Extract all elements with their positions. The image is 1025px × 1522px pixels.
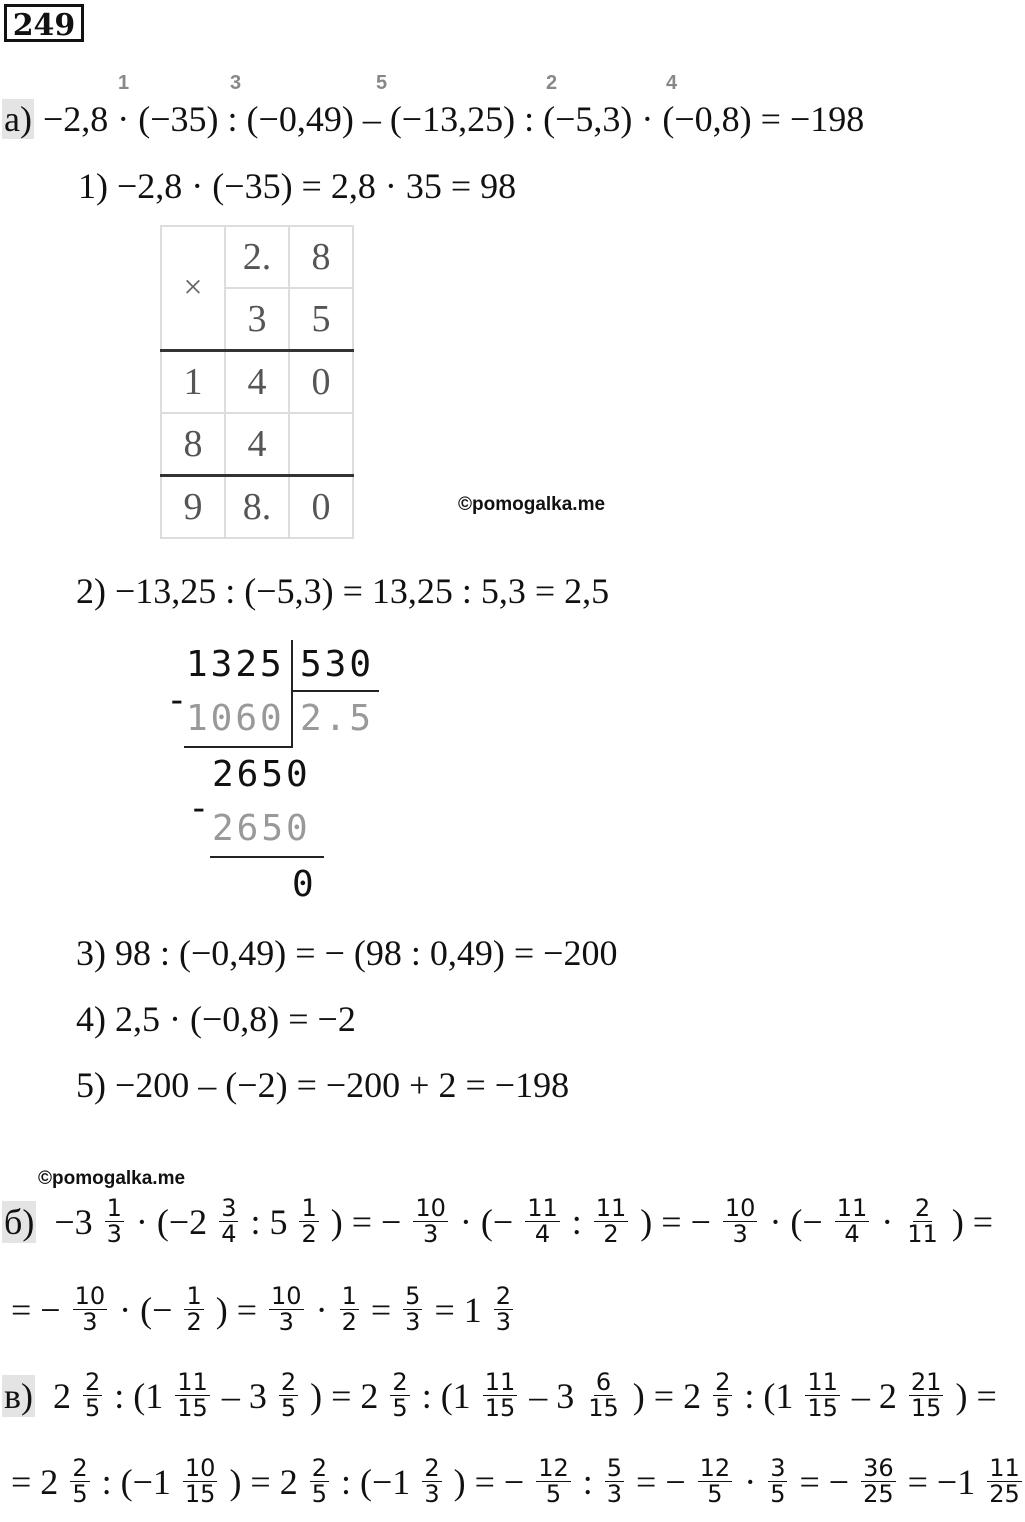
part-a-label: а) <box>4 99 32 139</box>
mult-cell: 9 <box>161 476 225 539</box>
fraction-denominator: 3 <box>424 1480 440 1509</box>
fraction-numerator: 10 <box>415 1194 446 1222</box>
fraction-numerator: 11 <box>807 1368 838 1396</box>
part-a-expression-line <box>2 98 864 140</box>
fraction-denominator: 5 <box>707 1480 723 1509</box>
division-divisor: 530 <box>300 644 375 685</box>
order-mark: 2 <box>546 72 558 94</box>
fraction <box>403 1284 422 1335</box>
fraction-denominator: 3 <box>82 1308 98 1337</box>
fraction-denominator: 5 <box>392 1394 408 1423</box>
fraction-denominator: 25 <box>989 1480 1020 1509</box>
fraction-numerator: 11 <box>989 1454 1020 1482</box>
fraction-denominator: 5 <box>85 1394 101 1423</box>
fraction-numerator: 11 <box>177 1368 208 1396</box>
step-4: 4) 2,5 · (−0,8) = −2 <box>76 999 356 1039</box>
fraction-denominator: 2 <box>186 1308 202 1337</box>
fraction-denominator: 5 <box>72 1480 88 1509</box>
fraction-denominator: 15 <box>177 1394 208 1423</box>
expr-text: = − <box>790 1461 859 1502</box>
mult-cell: 2. <box>225 226 289 288</box>
minus-sign: - <box>188 788 213 829</box>
fraction-denominator: 3 <box>606 1480 623 1509</box>
fraction-denominator: 3 <box>278 1308 294 1337</box>
part-b-line-1 <box>2 1196 1002 1247</box>
expr-text: · (− <box>450 1201 523 1242</box>
fraction-numerator: 10 <box>271 1282 302 1310</box>
fraction-denominator: 15 <box>184 1480 216 1509</box>
fraction-denominator: 2 <box>301 1220 317 1249</box>
expr-text: · (− <box>760 1201 832 1242</box>
order-mark: 1 <box>118 72 130 94</box>
fraction <box>310 1456 329 1507</box>
division-subtrahend: 2650 <box>212 808 311 849</box>
fraction-denominator: 5 <box>311 1480 328 1509</box>
fraction-numerator: 6 <box>595 1368 612 1396</box>
fraction-denominator: 5 <box>545 1480 562 1509</box>
fraction <box>105 1196 124 1247</box>
mult-cell: 0 <box>289 476 353 539</box>
expr-text: = −1 <box>898 1461 985 1502</box>
mult-cell: 8 <box>289 226 353 288</box>
fraction <box>390 1370 409 1421</box>
expr-text: = 2 <box>2 1461 68 1502</box>
fraction-denominator: 2 <box>603 1220 619 1249</box>
step-3: 3) 98 : (−0,49) = − (98 : 0,49) = −200 <box>76 933 618 973</box>
division-rule <box>184 746 292 748</box>
fraction <box>861 1456 896 1507</box>
expr-text: = <box>361 1289 401 1330</box>
fraction-numerator: 1 <box>186 1282 202 1310</box>
step-1: 1) −2,8 · (−35) = 2,8 · 35 = 98 <box>78 166 517 206</box>
fraction-denominator: 5 <box>715 1394 731 1423</box>
fraction-numerator: 2 <box>72 1454 88 1482</box>
fraction-numerator: 2 <box>392 1368 408 1396</box>
fraction-denominator: 4 <box>844 1220 860 1249</box>
division-bracket-horizontal <box>291 690 379 692</box>
division-subtrahend: 1060 <box>186 698 285 739</box>
fraction-numerator: 12 <box>699 1454 731 1482</box>
expr-text: ) = 2 <box>623 1375 711 1416</box>
fraction <box>987 1456 1022 1507</box>
fraction <box>835 1196 870 1247</box>
division-remainder: 2650 <box>212 754 311 795</box>
multiply-operator: × <box>161 226 225 351</box>
expr-text: – 3 <box>520 1375 584 1416</box>
fraction <box>413 1196 448 1247</box>
division-remainder: 0 <box>292 864 317 905</box>
fraction-numerator: 1 <box>341 1282 357 1310</box>
part-v-expression <box>2 1456 1025 1507</box>
expr-text: ) = − <box>444 1461 534 1502</box>
expr-text: : (−1 <box>332 1461 420 1502</box>
order-mark: 3 <box>230 72 242 94</box>
expr-text: – 3 <box>212 1375 276 1416</box>
expr-text: ) = <box>946 1375 1006 1416</box>
fraction-numerator: 10 <box>184 1454 216 1482</box>
fraction <box>422 1456 441 1507</box>
fraction <box>605 1456 624 1507</box>
fraction-numerator: 2 <box>280 1368 297 1396</box>
fraction <box>723 1196 758 1247</box>
fraction-numerator: 5 <box>405 1282 421 1310</box>
part-v-expression <box>35 1370 1006 1421</box>
expr-text: ) = − <box>631 1201 720 1242</box>
fraction-denominator: 11 <box>907 1220 938 1249</box>
fraction-numerator: 10 <box>74 1282 106 1310</box>
part-v-label: в) <box>4 1375 33 1416</box>
part-b-line-2 <box>2 1284 516 1335</box>
fraction-numerator: 11 <box>527 1194 558 1222</box>
mult-cell: 5 <box>289 288 353 351</box>
expr-text: ) = <box>942 1201 1003 1242</box>
fraction-numerator: 2 <box>715 1368 731 1396</box>
fraction-denominator: 25 <box>863 1480 894 1509</box>
fraction <box>219 1196 238 1247</box>
expr-text: −3 <box>36 1201 102 1242</box>
division-quotient: 2.5 <box>300 698 375 739</box>
fraction-denominator: 3 <box>495 1308 512 1337</box>
fraction <box>698 1456 733 1507</box>
expr-text: : <box>562 1201 591 1242</box>
fraction-numerator: 10 <box>724 1194 756 1222</box>
fraction-numerator: 11 <box>484 1368 516 1396</box>
part-b-expression <box>2 1284 516 1335</box>
expr-text: ) = 2 <box>220 1461 307 1502</box>
expr-text: ) = <box>206 1289 267 1330</box>
part-b-label: б) <box>4 1201 35 1242</box>
fraction-denominator: 3 <box>732 1220 748 1249</box>
fraction <box>70 1456 89 1507</box>
expr-text: : <box>573 1461 602 1502</box>
step-2: 2) −13,25 : (−5,3) = 13,25 : 5,3 = 2,5 <box>76 571 610 611</box>
fraction-denominator: 15 <box>484 1394 516 1423</box>
fraction <box>184 1284 203 1335</box>
part-b-expression <box>36 1196 1002 1247</box>
fraction <box>279 1370 298 1421</box>
mult-cell: 3 <box>225 288 289 351</box>
fraction <box>494 1284 513 1335</box>
step-5: 5) −200 – (−2) = −200 + 2 = −198 <box>76 1065 570 1105</box>
fraction-numerator: 2 <box>85 1368 101 1396</box>
fraction <box>299 1196 318 1247</box>
mult-cell: 8 <box>161 413 225 476</box>
fraction-numerator: 1 <box>106 1194 122 1222</box>
fraction <box>909 1370 944 1421</box>
fraction-denominator: 3 <box>405 1308 421 1337</box>
fraction-denominator: 4 <box>534 1220 551 1249</box>
watermark: ©pomogalka.me <box>458 494 606 515</box>
expr-text: · <box>872 1201 903 1242</box>
expr-text: : 5 <box>241 1201 297 1242</box>
fraction-denominator: 3 <box>106 1220 122 1249</box>
multiplication-table <box>160 225 354 539</box>
mult-cell: 0 <box>289 351 353 414</box>
expr-text: = − <box>2 1289 70 1330</box>
fraction <box>594 1196 629 1247</box>
fraction-denominator: 15 <box>807 1394 838 1423</box>
expr-text: ) = 2 <box>301 1375 388 1416</box>
fraction <box>183 1456 218 1507</box>
expr-text: : (−1 <box>92 1461 180 1502</box>
expr-text: : (1 <box>735 1375 803 1416</box>
fraction <box>269 1284 304 1335</box>
part-a-expression: −2,8 · (−35) : (−0,49) – (−13,25) : (−5,3) · (−0,8) = −198 <box>42 99 865 139</box>
watermark: ©pomogalka.me <box>38 1168 186 1189</box>
expr-text: : (1 <box>412 1375 480 1416</box>
fraction-numerator: 11 <box>595 1194 627 1222</box>
expr-text: ) = − <box>321 1201 411 1242</box>
fraction-numerator: 2 <box>495 1282 512 1310</box>
fraction-numerator: 5 <box>606 1454 623 1482</box>
fraction-numerator: 21 <box>910 1368 942 1396</box>
part-v-line-1 <box>2 1370 1006 1421</box>
expr-text: · <box>306 1289 337 1330</box>
expr-text: : (1 <box>105 1375 173 1416</box>
expr-text: · (− <box>110 1289 182 1330</box>
fraction <box>805 1370 840 1421</box>
fraction <box>525 1196 560 1247</box>
expr-text: = 1 <box>425 1289 491 1330</box>
fraction-numerator: 3 <box>770 1454 786 1482</box>
fraction-denominator: 5 <box>280 1394 297 1423</box>
fraction <box>340 1284 359 1335</box>
part-v-line-2 <box>2 1456 1025 1507</box>
mult-cell: 8. <box>225 476 289 539</box>
minus-sign: - <box>166 680 191 721</box>
fraction-numerator: 3 <box>221 1194 237 1222</box>
fraction-numerator: 2 <box>424 1454 440 1482</box>
division-bracket-vertical <box>291 640 293 748</box>
fraction-numerator: 11 <box>836 1194 868 1222</box>
fraction <box>713 1370 732 1421</box>
fraction-denominator: 15 <box>910 1394 942 1423</box>
fraction-numerator: 2 <box>914 1194 931 1222</box>
expr-text: = − <box>627 1461 695 1502</box>
division-dividend: 1325 <box>186 644 285 685</box>
problem-number: 249 <box>4 4 84 42</box>
fraction <box>73 1284 108 1335</box>
fraction-denominator: 5 <box>770 1480 786 1509</box>
fraction-denominator: 3 <box>422 1220 439 1249</box>
fraction-denominator: 15 <box>588 1394 619 1423</box>
fraction <box>768 1456 787 1507</box>
fraction <box>483 1370 518 1421</box>
fraction <box>586 1370 621 1421</box>
fraction-numerator: 1 <box>301 1194 317 1222</box>
division-rule <box>210 856 324 858</box>
mult-cell: 4 <box>225 351 289 414</box>
fraction <box>83 1370 102 1421</box>
mult-cell: 4 <box>225 413 289 476</box>
fraction <box>905 1196 940 1247</box>
expr-text: – 2 <box>842 1375 906 1416</box>
mult-cell <box>289 413 353 476</box>
fraction-denominator: 2 <box>341 1308 357 1337</box>
order-mark: 5 <box>376 72 388 94</box>
expr-text: 2 <box>35 1375 80 1416</box>
fraction-denominator: 4 <box>221 1220 237 1249</box>
fraction-numerator: 12 <box>538 1454 569 1482</box>
order-mark: 4 <box>666 72 678 94</box>
mult-cell: 1 <box>161 351 225 414</box>
fraction <box>536 1456 571 1507</box>
expr-text: · <box>735 1461 766 1502</box>
fraction <box>175 1370 210 1421</box>
fraction-numerator: 2 <box>311 1454 328 1482</box>
expr-text: · (−2 <box>126 1201 217 1242</box>
fraction-numerator: 36 <box>863 1454 894 1482</box>
